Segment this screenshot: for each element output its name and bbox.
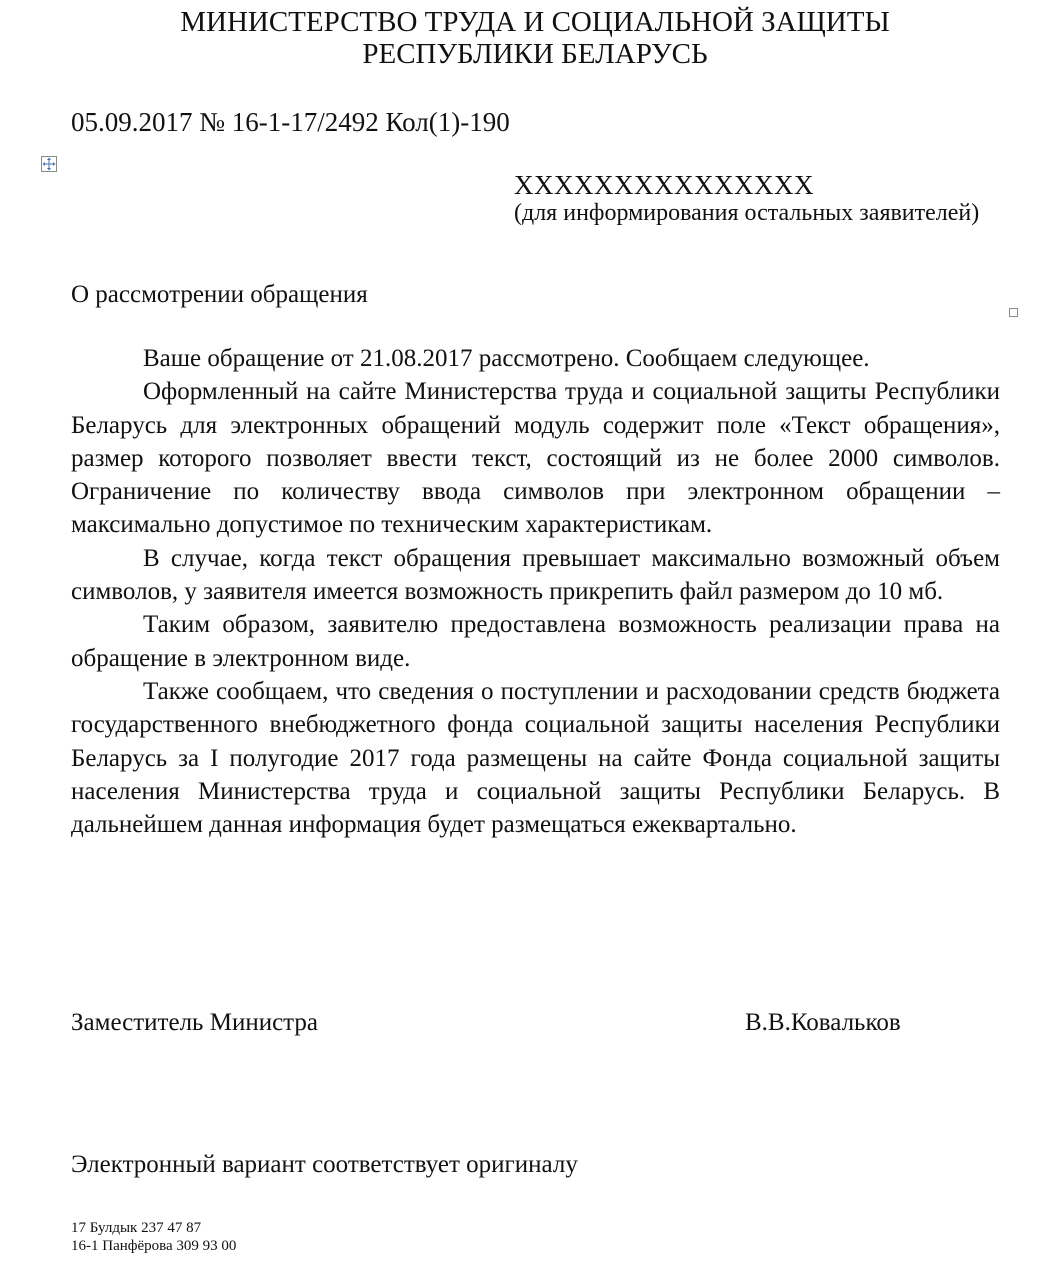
letterhead-line-1: МИНИСТЕРСТВО ТРУДА И СОЦИАЛЬНОЙ ЗАЩИТЫ (180, 6, 890, 38)
contact-line-2: 16-1 Панфёрова 309 93 00 (71, 1238, 237, 1254)
body-paragraph-5: Также сообщаем, что сведения о поступлении и расходовании средств бюджета государственного внебюджетного фонда социальной защиты населения Республики Беларусь за I полугодие 2017 года размещены на сайте Фонда социальной защиты населения Министерства труда и социальной защиты Республики Беларусь. В дальнейшем данная информация будет размещаться ежеквартально. (71, 677, 1000, 839)
body-paragraph-4: Таким образом, заявителю предоставлена возможность реализации права на обращение в электронном виде. (71, 611, 1000, 672)
body-paragraph-3: В случае, когда текст обращения превышает максимально возможный объем символов, у заявителя имеется возможность прикрепить файл размером до 10 мб. (71, 544, 1000, 606)
contact-line-1: 17 Булдык 237 47 87 (71, 1220, 202, 1236)
addressee-note: (для информирования остальных заявителей) (514, 200, 980, 226)
move-arrows-icon[interactable] (41, 156, 57, 172)
letter-subject: О рассмотрении обращения (71, 281, 368, 308)
signature-role: Заместитель Министра (71, 1009, 318, 1036)
electronic-copy-note: Электронный вариант соответствует оригиналу (71, 1151, 578, 1178)
addressee-block (514, 170, 999, 226)
executor-contacts (71, 1219, 236, 1255)
signature-name: В.В.Ковальков (745, 1009, 901, 1036)
addressee-name: XXXXXXXXXXXXXXX (514, 170, 814, 200)
document-reference: 05.09.2017 № 16-1-17/2492 Кол(1)-190 (71, 107, 510, 137)
resize-handle-icon[interactable] (1009, 308, 1018, 317)
body-paragraph-1: Ваше обращение от 21.08.2017 рассмотрено. Сообщаем следующее. (143, 345, 870, 372)
letterhead-line-2: РЕСПУБЛИКИ БЕЛАРУСЬ (362, 38, 708, 70)
letter-body (71, 342, 1000, 841)
letterhead (0, 6, 1037, 70)
body-paragraph-2: Оформленный на сайте Министерства труда и социальной защиты Республики Беларусь для электронных обращений модуль содержит поле «Текст обращения», размер которого позволяет ввести текст, состоящий из не более 2000 символов. Ограничение по количеству ввода символов при электронном обращении – максимально допустимое по техническим характеристикам. (71, 378, 1000, 539)
move-arrows-glyph (42, 157, 56, 171)
